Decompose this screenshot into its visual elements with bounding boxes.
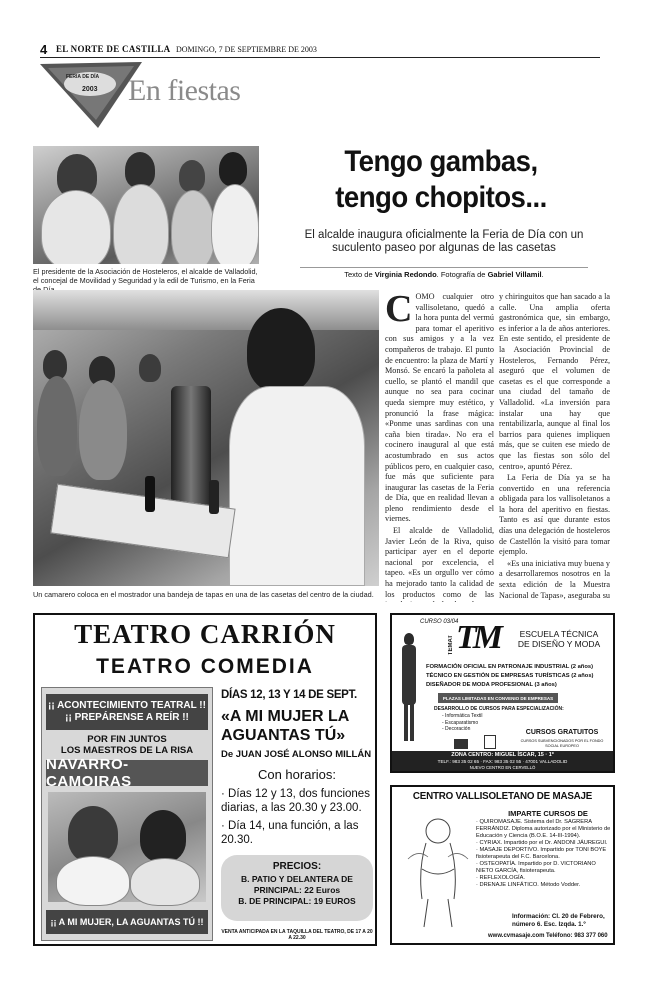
ad-escuela-footer (392, 751, 613, 771)
ad-escuela-side-label: TEMAT (448, 635, 454, 656)
ad-masaje-phone: Teléfono: 983 377 060 (546, 933, 608, 939)
actor-1-portrait (68, 806, 118, 862)
subhead: El alcalde inaugura oficialmente la Feria de Día con un suculento paseo por algunas de las casetas (304, 229, 584, 254)
poster-tagline-line-1: POR FIN JUNTOS (87, 734, 167, 745)
byline-photo-prefix: Fotografía de (440, 270, 486, 279)
ad-centro-masaje[interactable] (390, 785, 615, 945)
school-new-center: NUEVO CENTRO EN CERVELLÓ (469, 765, 536, 770)
course-item: TÉCNICO EN GESTIÓN DE EMPRESAS TURÍSTICAS (2 años) (426, 673, 594, 679)
model-figure-icon (400, 633, 418, 741)
page-number: 4 (40, 42, 48, 57)
ad-teatro-title: TEATRO CARRIÓN (74, 619, 336, 649)
play-title-line-2: AGUANTAS TÚ» (221, 727, 346, 744)
masaje-course-item: · DRENAJE LINFÁTICO. Método Vodder. (476, 882, 581, 888)
school-address: ZONA CENTRO: MIGUEL ÍSCAR, 15 · 1º (451, 752, 554, 758)
ad-escuela-banner: PLAZAS LIMITADAS EN CONVENIO DE EMPRESAS (438, 693, 558, 703)
col2-paragraph-3: «Es una iniciativa muy buena y a desarrollaremos nosotros en la sexta edición de la Muestra Nacional de Tapas», aseguraba su (499, 558, 610, 600)
ad-escuela-free-detail: CURSOS SUBVENCIONADOS POR EL FONDO SOCIAL EUROPEO (520, 739, 604, 748)
section-title: En fiestas (128, 74, 241, 107)
school-name-line-1: ESCUELA TÉCNICA (519, 629, 599, 639)
massage-sketch-icon (398, 809, 478, 929)
eu-flag-icon (454, 739, 468, 749)
dropcap: C (385, 292, 413, 330)
course-item: FORMACIÓN OFICIAL EN PATRONAJE INDUSTRIAL (2 años) (426, 664, 594, 670)
price-1: B. PATIO Y DELANTERA DE PRINCIPAL: 22 Euros (241, 874, 353, 895)
quality-icon (484, 735, 496, 749)
ad-escuela-specialization: DESARROLLO DE CURSOS PARA ESPECIALIZACIÓN: (434, 706, 564, 712)
byline-photo-author: Gabriel Villamil (487, 270, 542, 279)
ad-escuela-spec-items (442, 713, 482, 733)
ad-teatro-presale: VENTA ANTICIPADA EN LA TAQUILLA DEL TEATRO, DE 17 A 20 A 22.30 (221, 929, 373, 941)
headline-line-2: tengo chopitos... (335, 181, 547, 214)
logo-year: 2003 (82, 86, 98, 93)
ad-escuela-logo: TM (456, 619, 499, 656)
school-name-line-2: DE DISEÑO Y MODA (517, 639, 601, 649)
ad-teatro-dates: DÍAS 12, 13 Y 14 DE SEPT. (221, 689, 357, 701)
masaje-course-item: · MASAJE DEPORTIVO. Impartido por TONI BOYE fisioterapeuta del F.C. Barcelona. (476, 847, 607, 860)
main-photo-caption: Un camarero coloca en el mostrador una bandeja de tapas en una de las casetas del centro de la ciudad. (33, 590, 374, 599)
course-item: DISEÑADOR DE MODA PROFESIONAL (3 años) (426, 682, 557, 688)
headline-line-1: Tengo gambas, (344, 145, 538, 178)
price-2: B. DE PRINCIPAL: 19 EUROS (238, 896, 356, 906)
publication-date: DOMINGO, 7 DE SEPTIEMBRE DE 2003 (176, 45, 317, 54)
spec-item: - Informática Textil (442, 713, 483, 719)
main-photo (33, 290, 379, 586)
col1-paragraph-1: OMO cualquier otro vallisoletano, quedó a la hora punta del vermú para tomar el aperitivo con sus amigos y a la vez compañeros de trabajo. El punto de encuentro: la plaza de Martí y Monsó. Se encaró la pañoleta al cuello, se plantó el mandil que aunque no sea para cocinar queda siempre muy estético, y pronunció la frase mágica: «Ponme unas sardinas con una caña bien tirada». No era el cocinero inaugural al que está acostumbrado en sus actos públicos pero, en cualquier caso, fue más que suficiente para inaugurar las casetas de la Feria de Día, que en realidad llevan a pleno rendimiento desde el viernes. (385, 292, 494, 524)
ad-escuela-name (504, 629, 614, 649)
col1-paragraph-2: El alcalde de Valladolid, Javier León de la Riva, quiso participar ayer en el deporte nacional por excelencia, el tapeo. «Es un orgullo ver cómo ha mejorado tanto la calidad de los productos como de las (385, 526, 494, 599)
byline: Texto de Virginia Redondo. Fotografía de Gabriel Villamil. (300, 267, 588, 279)
page-header (40, 42, 600, 58)
masaje-course-item: · OSTEOPATÍA. Impartido por D. VICTORIANO NIETO GARCÍA, fisioterapeuta. (476, 861, 596, 874)
poster-bottom: ¡¡ A MI MUJER, LA AGUANTAS TÚ !! (46, 910, 208, 934)
poster-event (46, 694, 208, 730)
ad-teatro-author: De JUAN JOSÉ ALONSO MILLÁN (221, 749, 372, 760)
newspaper-name: EL NORTE DE CASTILLA (56, 44, 171, 54)
col2-paragraph-2: La Feria de Día ya se ha convertido en una referencia obligada para los vallisoletanos a la hora del aperitivo en fiestas. Tanto es así que durante estos días una delegación de hosteleros de Castellón la visitó para tomar ejemplo. (499, 473, 610, 557)
poster-event-line-1: ¡¡ ACONTECIMIENTO TEATRAL !! (48, 700, 206, 711)
masaje-course-item: · REFLEXOLOGÍA. (476, 875, 525, 881)
ad-masaje-info: Información: Cl. 20 de Febrero, número 6. Esc. Izqda. 1.º (512, 913, 605, 928)
ad-masaje-items (476, 819, 612, 889)
article-column-1 (385, 292, 494, 602)
actor-2-portrait (140, 810, 186, 862)
masaje-course-item: · QUIROMASAJE. Sistema del Dr. SAGRERA FERRÁNDIZ. Diploma autorizado por el Ministerio de Educación y Ciencia (B.O.E. 14-III-1994). (476, 819, 611, 839)
ad-teatro-carrion[interactable] (33, 613, 377, 946)
byline-text-author: Virginia Redondo (374, 270, 437, 279)
ad-teatro-prices (221, 855, 373, 921)
byline-text-prefix: Texto de (344, 270, 373, 279)
play-title-line-1: «A MI MUJER LA (221, 708, 350, 725)
logo-top-text: FERIA DE DÍA (66, 74, 100, 80)
article-column-2 (499, 292, 610, 602)
ad-teatro-play-title (221, 707, 373, 745)
ad-teatro-poster (41, 687, 213, 941)
ad-masaje-heading: IMPARTE CURSOS DE (508, 809, 588, 818)
ad-teatro-schedule-heading: Con horarios: (257, 767, 337, 782)
ad-masaje-title: CENTRO VALLISOLETANO DE MASAJE (412, 791, 593, 802)
poster-tagline-line-2: LOS MAESTROS DE LA RISA (60, 745, 194, 756)
ad-escuela-moda[interactable] (390, 613, 615, 773)
poster-event-line-2: ¡¡ PREPÁRENSE A REÍR !! (65, 712, 189, 723)
poster-tagline (42, 734, 212, 756)
top-photo (33, 146, 259, 264)
school-phone: TELF.: 983 35 02 65 · FAX: 983 35 02 55 · 47001 VALLADOLID (437, 759, 568, 764)
ad-masaje-web[interactable]: www.cvmasaje.com (488, 933, 545, 939)
masaje-course-item: · CYRIAX. Impartido por el Dr. ANDONI JÁUREGUI. (476, 840, 608, 846)
ad-escuela-course: CURSO 03/04 (420, 619, 459, 625)
ad-teatro-schedule-1: · Días 12 y 13, dos funciones diarias, a las 20.30 y 23.00. (221, 788, 370, 814)
spec-item: - Decoración (442, 726, 471, 732)
col2-paragraph-1: y chiringuitos que han sacado a la calle. Una amplia oferta gastronómica que, sin embargo, es inferior a la de años anteriores. En este sentido, el presidente de la Asociación Provincial de Hosteleros, Fernando Pérez, aseguró que el volumen de casetas es el que corresponde a una ciudad del tamaño de Valladolid. «La inversión para instalar una hay que rentabilizarla, aunque al final los barrios para quienes impliquen más, que se cuiten ese miedo de que las fiestas son sólo del centro», apuntó Pérez. (499, 292, 610, 471)
ad-escuela-free: CURSOS GRATUITOS (525, 729, 599, 736)
headline (268, 144, 614, 216)
top-photo-caption: El presidente de la Asociación de Hosteleros, el alcalde de Valladolid, el concejal de Movilidad y Seguridad y la edil de Turismo, en la Feria (33, 267, 258, 285)
ad-escuela-items (426, 663, 612, 690)
ad-teatro-schedule-2: · Día 14, una función, a las 20.30. (221, 820, 359, 846)
poster-names: NAVARRO-CAMOIRAS (46, 760, 208, 786)
prices-heading: PRECIOS: (272, 861, 322, 872)
ad-teatro-subtitle: TEATRO COMEDIA (96, 655, 314, 678)
spec-item: - Escaparatismo (442, 719, 479, 726)
